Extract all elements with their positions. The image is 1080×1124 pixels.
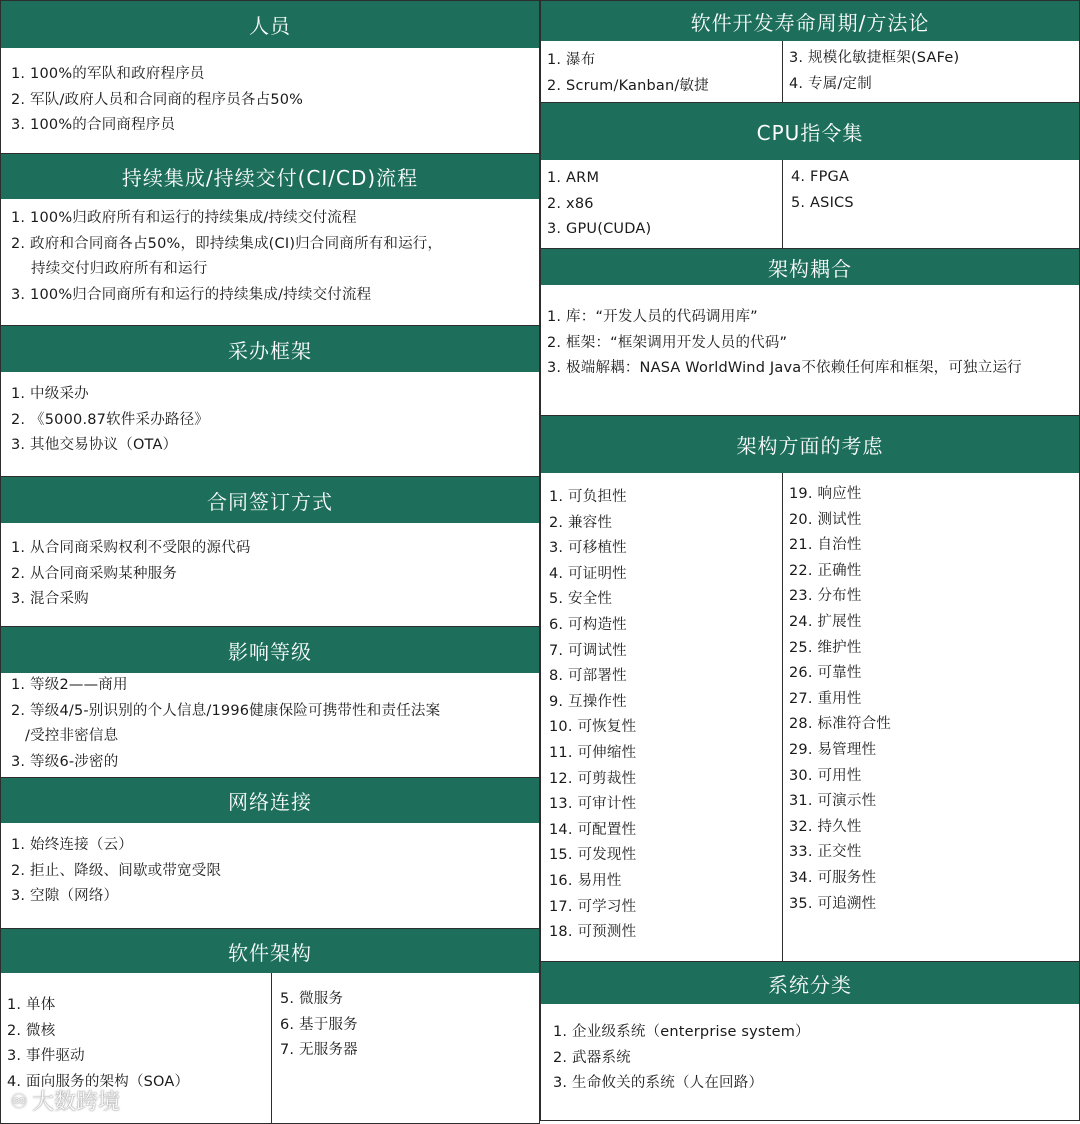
section-system-class (540, 961, 1080, 1121)
list-item: 3. GPU(CUDA) (547, 221, 652, 238)
list-item: 4. FPGA (791, 169, 850, 185)
infinity-logo-icon: ♾ (10, 1088, 28, 1113)
list-item: 11. 可伸缩性 (549, 744, 637, 761)
list-item: 1. 100%的军队和政府程序员 (11, 66, 205, 82)
acquisition-list (1, 372, 539, 459)
section-title: 人员 (1, 1, 539, 48)
list-item: 3. 事件驱动 (7, 1048, 85, 1065)
list-item: 19. 响应性 (789, 486, 862, 502)
list-item: 2. 从合同商采购某种服务 (11, 565, 178, 582)
watermark-text: 大数跨境 (31, 1090, 120, 1115)
network-list (1, 823, 539, 910)
list-item: 7. 无服务器 (280, 1042, 358, 1059)
list-item: 1. 瀑布 (547, 52, 596, 68)
list-item: 16. 易用性 (549, 872, 622, 889)
section-title: 系统分类 (541, 962, 1079, 1004)
section-title: 软件开发寿命周期/方法论 (541, 1, 1079, 41)
list-item: 2. 政府和合同商各占50%，即持续集成(CI)归合同商所有和运行， 持续交付归政府所有和运行 (11, 232, 539, 283)
list-item: 2. 武器系统 (553, 1049, 631, 1066)
section-title: 架构方面的考虑 (541, 416, 1079, 473)
list-item: 30. 可用性 (789, 767, 862, 784)
section-cpu (540, 102, 1080, 249)
section-considerations (540, 415, 1080, 962)
cicd-list (1, 199, 539, 308)
list-item: 32. 持久性 (789, 818, 862, 835)
list-item: 29. 易管理性 (789, 741, 877, 758)
list-item: 2. 拒止、降级、间歇或带宽受限 (11, 862, 222, 879)
list-item: 3. 等级6-涉密的 (11, 753, 119, 770)
list-item: 34. 可服务性 (789, 869, 877, 886)
list-item: 1. ARM (547, 170, 600, 186)
list-item: 6. 可构造性 (549, 616, 627, 633)
list-item: 2. 军队/政府人员和合同商的程序员各占50% (11, 91, 304, 108)
section-cicd (0, 153, 540, 326)
list-item: 24. 扩展性 (789, 613, 862, 630)
list-item: 5. 安全性 (549, 591, 613, 608)
list-item: 1. 企业级系统（enterprise system） (553, 1024, 810, 1040)
sdlc-col2 (783, 41, 1079, 102)
list-item: 27. 重用性 (789, 690, 862, 707)
list-item: 3. 其他交易协议（OTA） (11, 437, 178, 454)
list-item: 1. 100%归政府所有和运行的持续集成/持续交付流程 (11, 210, 357, 226)
list-item: 1. 始终连接（云） (11, 837, 133, 853)
section-title: 合同签订方式 (1, 477, 539, 523)
section-title: 软件架构 (1, 929, 539, 973)
list-item: 4. 可证明性 (549, 565, 627, 582)
list-item: 33. 正交性 (789, 844, 862, 861)
list-item: 3. 可移植性 (549, 540, 627, 557)
watermark (10, 1085, 120, 1116)
section-sdlc (540, 0, 1080, 103)
list-item: 2. 框架：“框架调用开发人员的代码” (547, 334, 788, 351)
contract-list (1, 523, 539, 613)
list-item: 23. 分布性 (789, 588, 862, 605)
list-item: 2. 微核 (7, 1022, 56, 1039)
list-item: 1. 单体 (7, 997, 56, 1013)
architecture-col2 (272, 973, 539, 1123)
list-item: 3. 100%的合同商程序员 (11, 117, 176, 134)
list-item: 15. 可发现性 (549, 847, 637, 864)
sdlc-col1 (541, 41, 783, 102)
section-title: 架构耦合 (541, 249, 1079, 285)
list-item: 28. 标准符合性 (789, 716, 891, 733)
list-item: 18. 可预测性 (549, 924, 637, 941)
list-item: 17. 可学习性 (549, 898, 637, 915)
section-coupling (540, 248, 1080, 416)
personnel-list (1, 48, 539, 139)
considerations-col2 (783, 473, 1079, 961)
list-item: 14. 可配置性 (549, 821, 637, 838)
list-item: 4. 专属/定制 (789, 75, 872, 92)
section-contract (0, 476, 540, 627)
list-item: 2. 等级4/5-别识别的个人信息/1996健康保险可携带性和责任法案 /受控非密信息 (11, 699, 539, 750)
coupling-list (541, 285, 1079, 382)
list-item: 1. 中级采办 (11, 386, 89, 402)
list-item: 22. 正确性 (789, 562, 862, 579)
list-item: 3. 极端解耦：NASA WorldWind Java不依赖任何库和框架，可独立运行 (547, 360, 1022, 377)
system-class-list (541, 1004, 1079, 1097)
list-item: 3. 空隙（网络） (11, 888, 119, 905)
list-item: 26. 可靠性 (789, 665, 862, 682)
list-item: 8. 可部署性 (549, 668, 627, 685)
section-title: 网络连接 (1, 778, 539, 823)
list-item: 3. 生命攸关的系统（人在回路） (553, 1075, 764, 1092)
list-item: 3. 混合采购 (11, 591, 89, 608)
list-item: 7. 可调试性 (549, 642, 627, 659)
section-title: 采办框架 (1, 326, 539, 372)
list-item: 6. 基于服务 (280, 1016, 358, 1033)
list-item: 13. 可审计性 (549, 796, 637, 813)
list-item: 10. 可恢复性 (549, 719, 637, 736)
list-item: 4. 面向服务的架构（SOA） (7, 1073, 190, 1090)
list-item: 2. 《5000.87软件采办路径》 (11, 411, 210, 428)
cpu-col2 (783, 160, 1079, 248)
list-item: 5. 微服务 (280, 991, 344, 1007)
section-title: 影响等级 (1, 627, 539, 673)
list-item: 35. 可追溯性 (789, 895, 877, 912)
list-item: 12. 可剪裁性 (549, 770, 637, 787)
list-item: 21. 自治性 (789, 537, 862, 554)
considerations-col1 (541, 473, 783, 961)
list-item: 2. Scrum/Kanban/敏捷 (547, 77, 709, 94)
list-item: 1. 可负担性 (549, 489, 627, 505)
list-item: 25. 维护性 (789, 639, 862, 656)
section-impact (0, 626, 540, 778)
list-item: 3. 100%归合同商所有和运行的持续集成/持续交付流程 (11, 286, 372, 303)
list-item: 1. 等级2——商用 (11, 677, 128, 693)
section-personnel (0, 0, 540, 154)
list-item: 9. 互操作性 (549, 693, 627, 710)
list-item: 31. 可演示性 (789, 793, 877, 810)
list-item: 1. 从合同商采购权利不受限的源代码 (11, 540, 251, 556)
list-item-continuation: 持续交付归政府所有和运行 (31, 261, 208, 278)
section-title: 持续集成/持续交付(CI/CD)流程 (1, 154, 539, 199)
list-item: 5. ASICS (791, 194, 854, 211)
list-item: 20. 测试性 (789, 511, 862, 528)
list-item: 2. 兼容性 (549, 514, 613, 531)
list-item: 1. 库：“开发人员的代码调用库” (547, 309, 758, 325)
cpu-col1 (541, 160, 783, 248)
list-item: 3. 规模化敏捷框架(SAFe) (789, 50, 960, 66)
list-item: 2. x86 (547, 195, 594, 212)
section-title: CPU指令集 (541, 103, 1079, 160)
section-acquisition (0, 325, 540, 477)
section-network (0, 777, 540, 929)
impact-list (1, 673, 539, 775)
list-item-continuation: /受控非密信息 (25, 728, 119, 745)
